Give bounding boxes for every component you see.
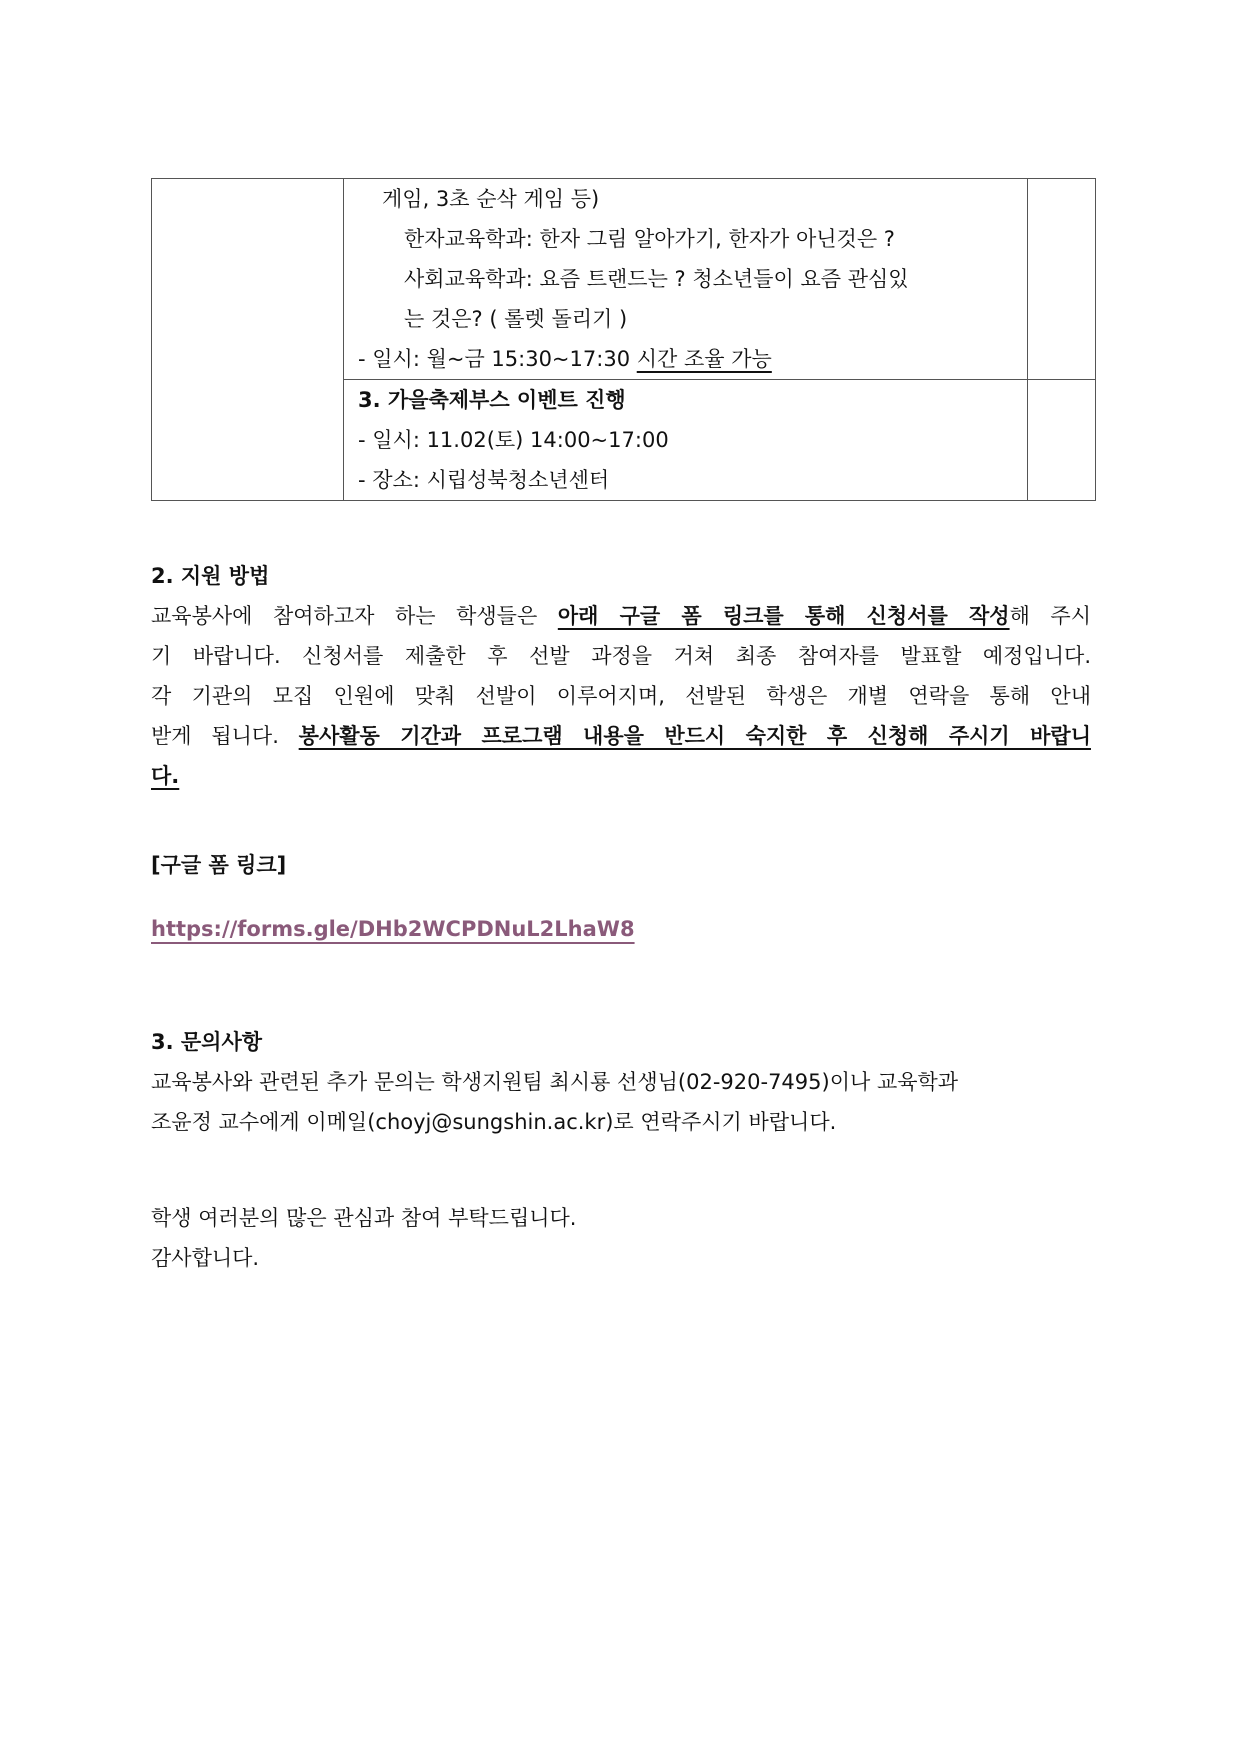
form-link-heading: [구글 폼 링크] [151,853,287,877]
paragraph-text: 해 주시 [1009,604,1091,628]
event-date: - 일시: 11.02(토) 14:00~17:00 [358,428,669,452]
paragraph-line: 교육봉사와 관련된 추가 문의는 학생지원팀 최시룡 선생님(02-920-7495)이나 교육학과 [151,1070,959,1094]
paragraph-text: 교육봉사에 참여하고자 하는 학생들은 [151,604,558,628]
paragraph-text: 받게 됩니다. [151,724,299,748]
paragraph-line [151,596,1091,636]
event-heading: 3. 가을축제부스 이벤트 진행 [358,388,626,412]
schedule-text: - 일시: 월~금 15:30~17:30 [358,347,637,371]
table-text-line: 게임, 3초 순삭 게임 등) [382,187,600,211]
table-cell-content [344,380,1028,501]
form-link-line [151,909,1091,949]
section-heading: 3. 문의사항 [151,1030,263,1054]
closing-remarks [151,1198,1091,1278]
closing-line: 학생 여러분의 많은 관심과 참여 부탁드립니다. [151,1206,577,1230]
closing-line: 감사합니다. [151,1246,260,1270]
section-form-link [151,845,1091,949]
table-cell-remarks [1028,179,1096,380]
paragraph-line [151,756,1091,796]
paragraph-line: 기 바랍니다. 신청서를 제출한 후 선발 과정을 거쳐 최종 참여자를 발표할 예정입니다. [151,644,1091,668]
table-row [152,179,1096,380]
emphasis-text: 봉사활동 기간과 프로그램 내용을 반드시 숙지한 후 신청해 주시기 바랍니 [298,724,1091,748]
table-cell-category [152,179,344,501]
table-text-line: 는 것은? ( 롤렛 돌리기 ) [404,307,628,331]
emphasis-text: 다. [151,764,180,788]
google-form-link[interactable]: https://forms.gle/DHb2WCPDNuL2LhaW8 [151,917,635,941]
table-cell-remarks [1028,380,1096,501]
section-heading: 2. 지원 방법 [151,564,270,588]
event-place: - 장소: 시립성북청소년센터 [358,468,610,492]
paragraph-line [151,716,1091,756]
schedule-line [344,339,1027,379]
program-table [151,178,1096,501]
table-cell-content [344,179,1028,380]
emphasis-text: 아래 구글 폼 링크를 통해 신청서를 작성 [557,604,1010,628]
section-application [151,556,1091,796]
schedule-note: 시간 조율 가능 [636,347,772,371]
section-inquiry [151,1022,1091,1142]
table-text-line: 한자교육학과: 한자 그림 알아가기, 한자가 아닌것은 ? [404,227,895,251]
table-text-line: 사회교육학과: 요즘 트랜드는 ? 청소년들이 요즘 관심있 [404,267,909,291]
paragraph-line: 각 기관의 모집 인원에 맞춰 선발이 이루어지며, 선발된 학생은 개별 연락을 통해 안내 [151,684,1092,708]
paragraph-line: 조윤정 교수에게 이메일(choyj@sungshin.ac.kr)로 연락주시기 바랍니다. [151,1110,837,1134]
